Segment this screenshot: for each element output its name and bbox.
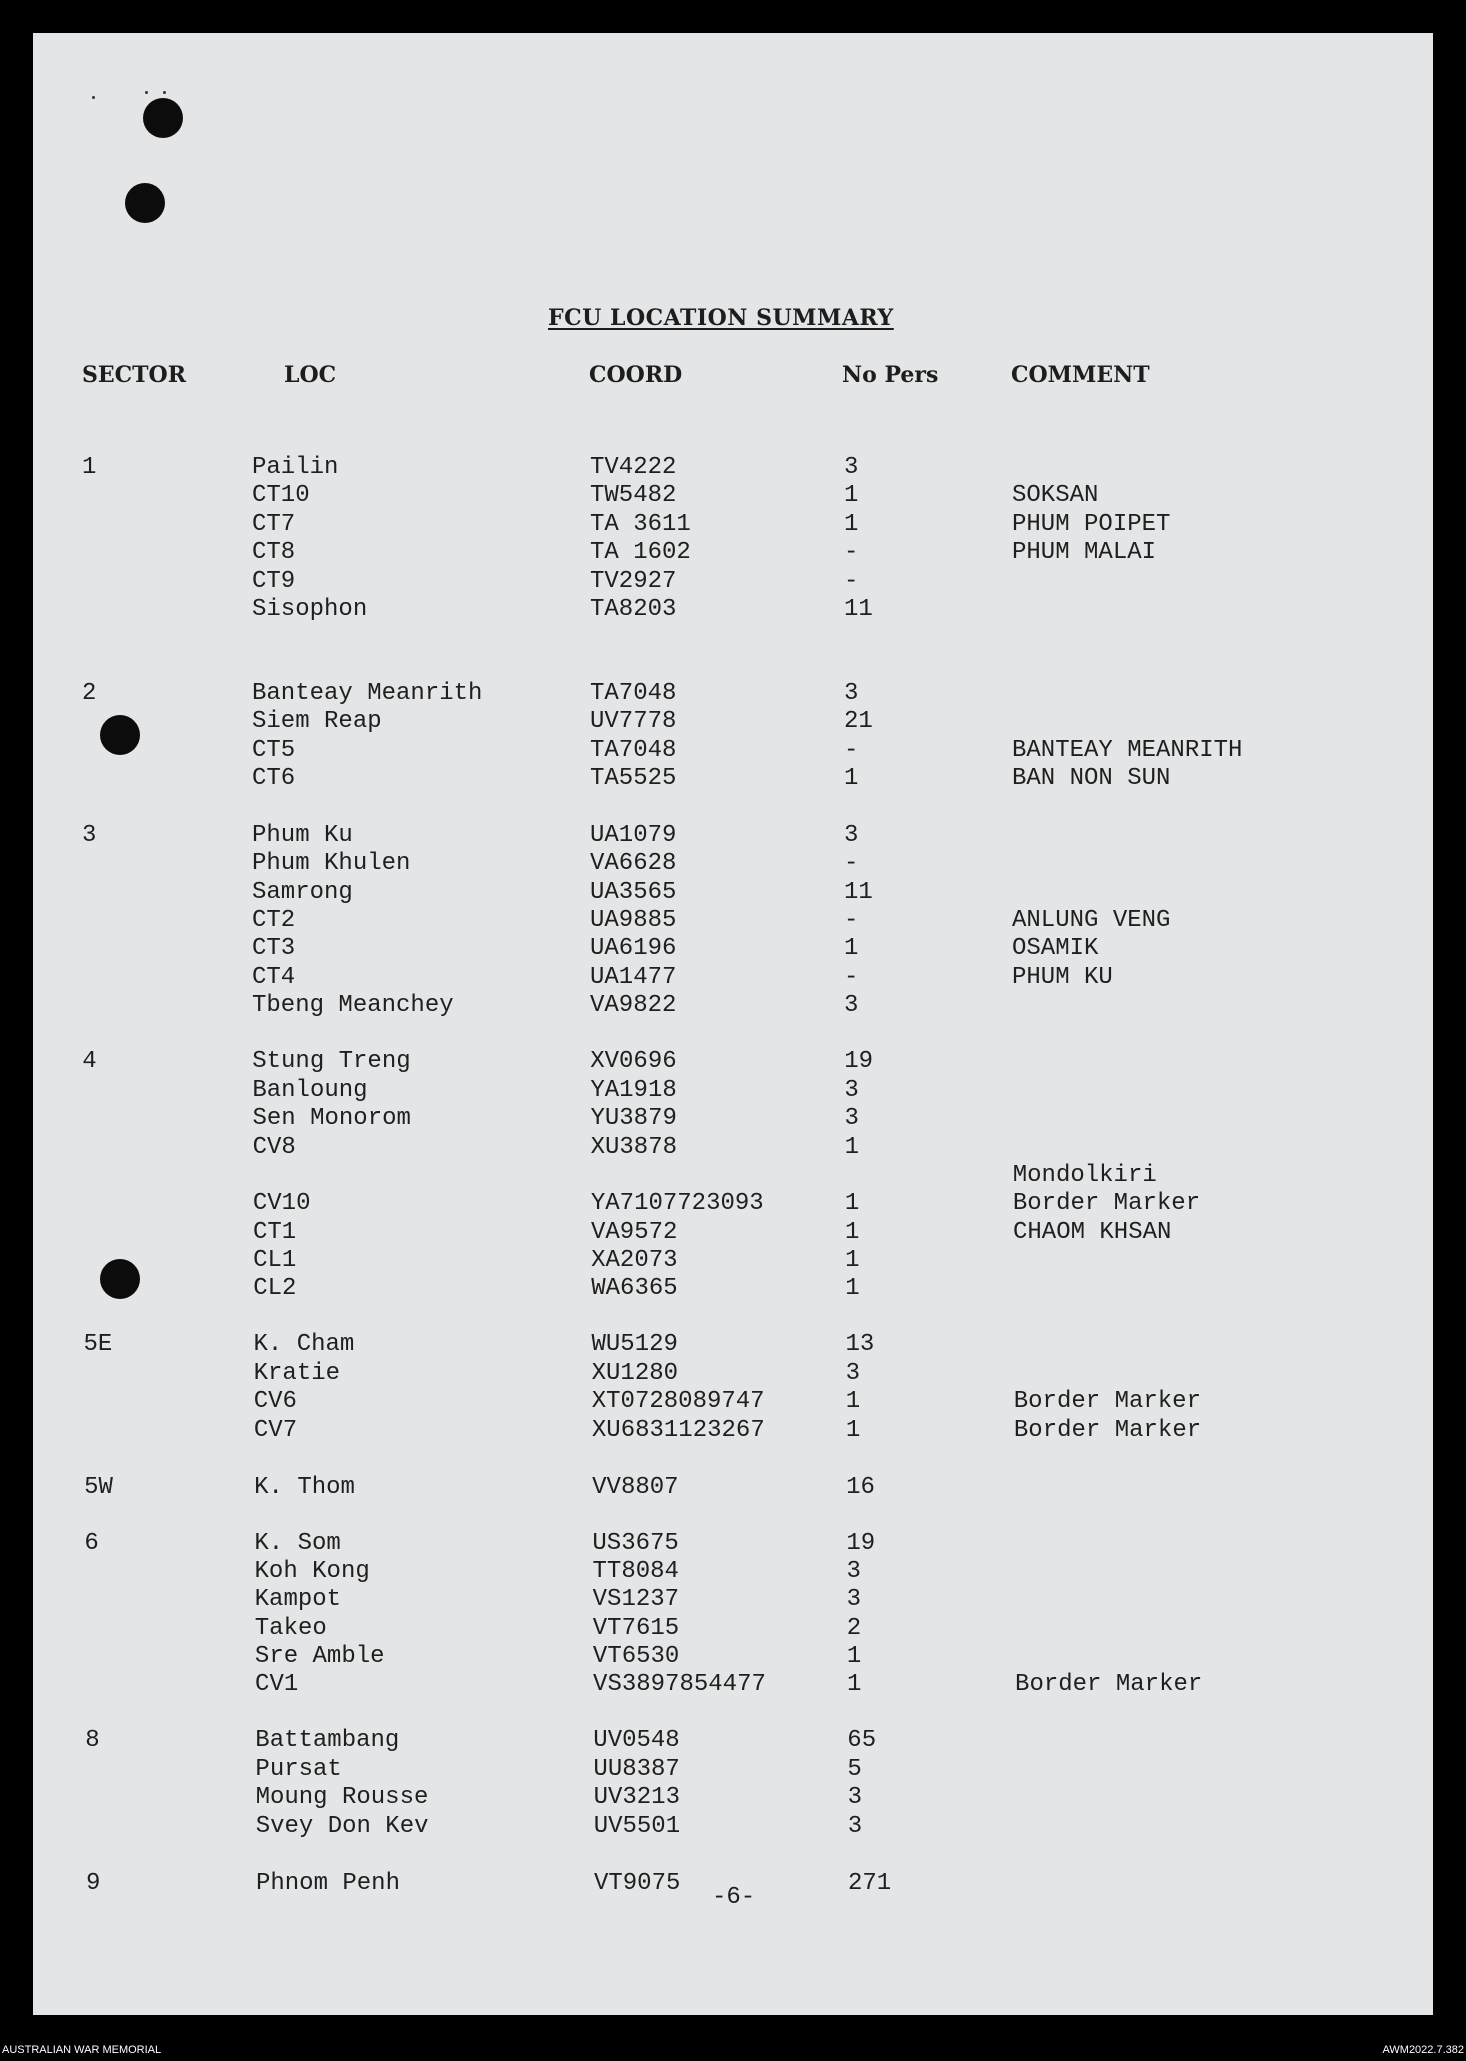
paper-speck <box>92 96 95 99</box>
cell-pers: 65 <box>847 1727 877 1754</box>
cell-pers: 1 <box>845 1417 861 1444</box>
cell-coord: TA5525 <box>590 765 677 792</box>
cell-coord: UV5501 <box>593 1813 681 1840</box>
cell-pers: 3 <box>844 680 859 707</box>
header-pers: No Pers <box>842 362 939 388</box>
cell-pers: 1 <box>844 511 859 538</box>
cell-loc: Phum Khulen <box>252 850 411 877</box>
cell-sector: 5E <box>83 1331 113 1358</box>
cell-pers: 2 <box>846 1615 862 1642</box>
punch-hole <box>100 715 140 755</box>
cell-loc: CT6 <box>252 765 296 792</box>
cell-loc: Sisophon <box>252 596 368 623</box>
cell-loc: Tbeng Meanchey <box>252 992 454 1019</box>
cell-loc: K. Thom <box>254 1474 355 1501</box>
cell-coord: TA7048 <box>590 737 677 764</box>
cell-loc: CL1 <box>253 1247 297 1274</box>
cell-comment: Mondolkiri <box>1012 1162 1157 1189</box>
cell-pers: 3 <box>844 454 859 481</box>
cell-coord: UA3565 <box>590 879 677 906</box>
cell-coord: TW5482 <box>590 482 677 509</box>
cell-comment: PHUM MALAI <box>1012 539 1157 566</box>
cell-pers: - <box>844 539 859 566</box>
cell-loc: CV7 <box>253 1417 298 1444</box>
cell-sector: 3 <box>82 822 97 849</box>
cell-sector: 1 <box>82 454 97 481</box>
cell-coord: VS1237 <box>592 1586 680 1613</box>
cell-coord: UU8387 <box>593 1756 680 1783</box>
cell-pers: 19 <box>846 1530 876 1557</box>
cell-loc: CT10 <box>252 482 310 509</box>
cell-loc: CT1 <box>252 1219 297 1246</box>
cell-sector: 4 <box>82 1048 97 1075</box>
cell-loc: Kratie <box>253 1360 341 1387</box>
cell-comment: Border Marker <box>1013 1388 1201 1415</box>
cell-pers: 3 <box>847 1784 862 1811</box>
cell-comment: SOKSAN <box>1012 482 1099 509</box>
cell-pers: - <box>844 964 859 991</box>
cell-coord: XA2073 <box>591 1247 678 1274</box>
cell-sector: 2 <box>82 680 97 707</box>
cell-loc: Banloung <box>252 1077 368 1104</box>
cell-pers: 3 <box>845 1360 861 1387</box>
cell-loc: Siem Reap <box>252 708 382 735</box>
cell-loc: K. Som <box>254 1530 341 1557</box>
cell-coord: US3675 <box>592 1530 679 1557</box>
cell-loc: Pursat <box>255 1756 342 1783</box>
cell-coord: UA1477 <box>590 964 677 991</box>
cell-pers: - <box>844 850 859 877</box>
cell-coord: UA1079 <box>590 822 677 849</box>
header-sector: SECTOR <box>82 362 186 388</box>
cell-coord: VT7615 <box>592 1615 680 1642</box>
cell-coord: UA9885 <box>590 907 677 934</box>
cell-loc: Takeo <box>254 1615 327 1642</box>
cell-loc: Kampot <box>254 1586 342 1613</box>
cell-pers: 1 <box>845 1247 860 1274</box>
cell-pers: 3 <box>844 822 859 849</box>
cell-comment: BANTEAY MEANRITH <box>1012 737 1243 764</box>
cell-coord: XV0696 <box>590 1048 677 1075</box>
cell-loc: CT4 <box>252 964 296 991</box>
cell-sector: 8 <box>85 1727 100 1754</box>
cell-pers: 3 <box>846 1558 861 1585</box>
cell-pers: - <box>844 907 859 934</box>
cell-comment: Border Marker <box>1013 1417 1202 1444</box>
cell-pers: 3 <box>844 1077 859 1104</box>
cell-coord: TA7048 <box>590 680 677 707</box>
cell-comment: BAN NON SUN <box>1012 765 1171 792</box>
header-coord: COORD <box>589 362 683 388</box>
cell-coord: TA8203 <box>590 596 677 623</box>
cell-comment: Border Marker <box>1015 1671 1203 1698</box>
cell-coord: VA9572 <box>590 1219 678 1246</box>
cell-loc: CV6 <box>253 1388 297 1415</box>
cell-coord: XT0728089747 <box>591 1388 765 1415</box>
cell-pers: 1 <box>846 1643 862 1670</box>
cell-loc: Phum Ku <box>252 822 353 849</box>
paper-speck <box>145 91 148 94</box>
cell-loc: Stung Treng <box>252 1048 411 1075</box>
cell-pers: - <box>844 737 859 764</box>
cell-pers: 11 <box>844 879 873 906</box>
cell-comment: PHUM KU <box>1012 964 1113 991</box>
cell-loc: CV10 <box>252 1190 311 1217</box>
cell-coord: TV2927 <box>590 568 677 595</box>
cell-loc: CL2 <box>253 1275 297 1302</box>
cell-pers: 21 <box>844 708 873 735</box>
cell-coord: VT6530 <box>592 1643 680 1670</box>
cell-loc: CT5 <box>252 737 296 764</box>
cell-coord: VA6628 <box>590 850 677 877</box>
cell-coord: UV7778 <box>590 708 677 735</box>
cell-coord: UA6196 <box>590 935 677 962</box>
cell-loc: CT3 <box>252 935 296 962</box>
cell-loc: Koh Kong <box>254 1558 370 1585</box>
cell-sector: 6 <box>84 1530 99 1557</box>
cell-coord: YU3879 <box>590 1105 677 1132</box>
cell-coord: UV3213 <box>593 1784 680 1811</box>
cell-loc: Phnom Penh <box>255 1870 400 1897</box>
cell-pers: 5 <box>847 1756 862 1783</box>
punch-hole <box>143 98 183 138</box>
punch-hole <box>125 183 165 223</box>
cell-comment: OSAMIK <box>1012 935 1099 962</box>
cell-sector: 5W <box>84 1474 113 1501</box>
cell-pers: 1 <box>844 935 859 962</box>
cell-comment: PHUM POIPET <box>1012 511 1171 538</box>
paper-speck <box>163 91 166 94</box>
cell-coord: XU1280 <box>591 1360 679 1387</box>
cell-coord: UV0548 <box>593 1727 680 1754</box>
cell-loc: CV8 <box>252 1134 296 1161</box>
cell-pers: 1 <box>844 765 859 792</box>
cell-coord: VT9075 <box>593 1870 681 1897</box>
cell-loc: CT2 <box>252 907 296 934</box>
cell-pers: 1 <box>845 1275 860 1302</box>
cell-loc: Sen Monorom <box>252 1105 411 1132</box>
cell-coord: TV4222 <box>590 454 677 481</box>
cell-loc: Samrong <box>252 879 353 906</box>
cell-pers: - <box>844 568 859 595</box>
cell-loc: Sre Amble <box>254 1643 385 1670</box>
footer-left: AUSTRALIAN WAR MEMORIAL <box>2 2044 162 2056</box>
page-number: -6- <box>712 1884 756 1911</box>
cell-loc: CV1 <box>255 1671 299 1698</box>
cell-pers: 3 <box>844 1105 859 1132</box>
cell-pers: 11 <box>844 596 873 623</box>
cell-coord: XU3878 <box>590 1134 678 1161</box>
cell-loc: K. Cham <box>253 1331 355 1358</box>
cell-coord: YA1918 <box>590 1077 677 1104</box>
document-title: FCU LOCATION SUMMARY <box>548 305 894 331</box>
cell-pers: 1 <box>845 1388 861 1415</box>
cell-pers: 19 <box>844 1048 874 1075</box>
cell-coord: XU6831123267 <box>591 1417 765 1444</box>
cell-coord: WU5129 <box>591 1331 678 1358</box>
cell-sector: 9 <box>85 1870 101 1897</box>
cell-loc: CT9 <box>252 568 296 595</box>
cell-pers: 1 <box>844 1134 859 1161</box>
punch-hole <box>100 1259 140 1299</box>
cell-pers: 1 <box>844 1219 860 1246</box>
cell-loc: Banteay Meanrith <box>252 680 483 707</box>
cell-coord: VS3897854477 <box>593 1671 766 1698</box>
cell-coord: YA7107723093 <box>590 1190 764 1217</box>
cell-loc: CT8 <box>252 539 296 566</box>
footer-right: AWM2022.7.382 <box>1382 2044 1464 2056</box>
cell-pers: 3 <box>844 992 859 1019</box>
cell-comment: CHAOM KHSAN <box>1012 1219 1172 1246</box>
cell-pers: 1 <box>847 1671 862 1698</box>
header-loc: LOC <box>284 362 337 388</box>
cell-loc: CT7 <box>252 511 296 538</box>
cell-coord: TA 3611 <box>590 511 691 538</box>
cell-coord: VV8807 <box>592 1474 679 1501</box>
cell-loc: Svey Don Kev <box>255 1813 429 1840</box>
cell-pers: 13 <box>845 1331 875 1358</box>
cell-loc: Moung Rousse <box>255 1784 429 1811</box>
cell-pers: 3 <box>846 1586 862 1613</box>
cell-pers: 1 <box>844 482 859 509</box>
cell-coord: TT8084 <box>592 1558 679 1585</box>
cell-comment: Border Marker <box>1012 1190 1201 1217</box>
cell-coord: VA9822 <box>590 992 677 1019</box>
cell-pers: 3 <box>847 1813 863 1840</box>
header-comment: COMMENT <box>1011 362 1150 388</box>
cell-coord: WA6365 <box>591 1275 678 1302</box>
cell-loc: Pailin <box>252 454 339 481</box>
cell-pers: 16 <box>846 1474 875 1501</box>
cell-coord: TA 1602 <box>590 539 691 566</box>
cell-pers: 1 <box>844 1190 860 1217</box>
cell-loc: Battambang <box>255 1727 400 1754</box>
cell-pers: 271 <box>847 1870 892 1897</box>
cell-comment: ANLUNG VENG <box>1012 907 1171 934</box>
